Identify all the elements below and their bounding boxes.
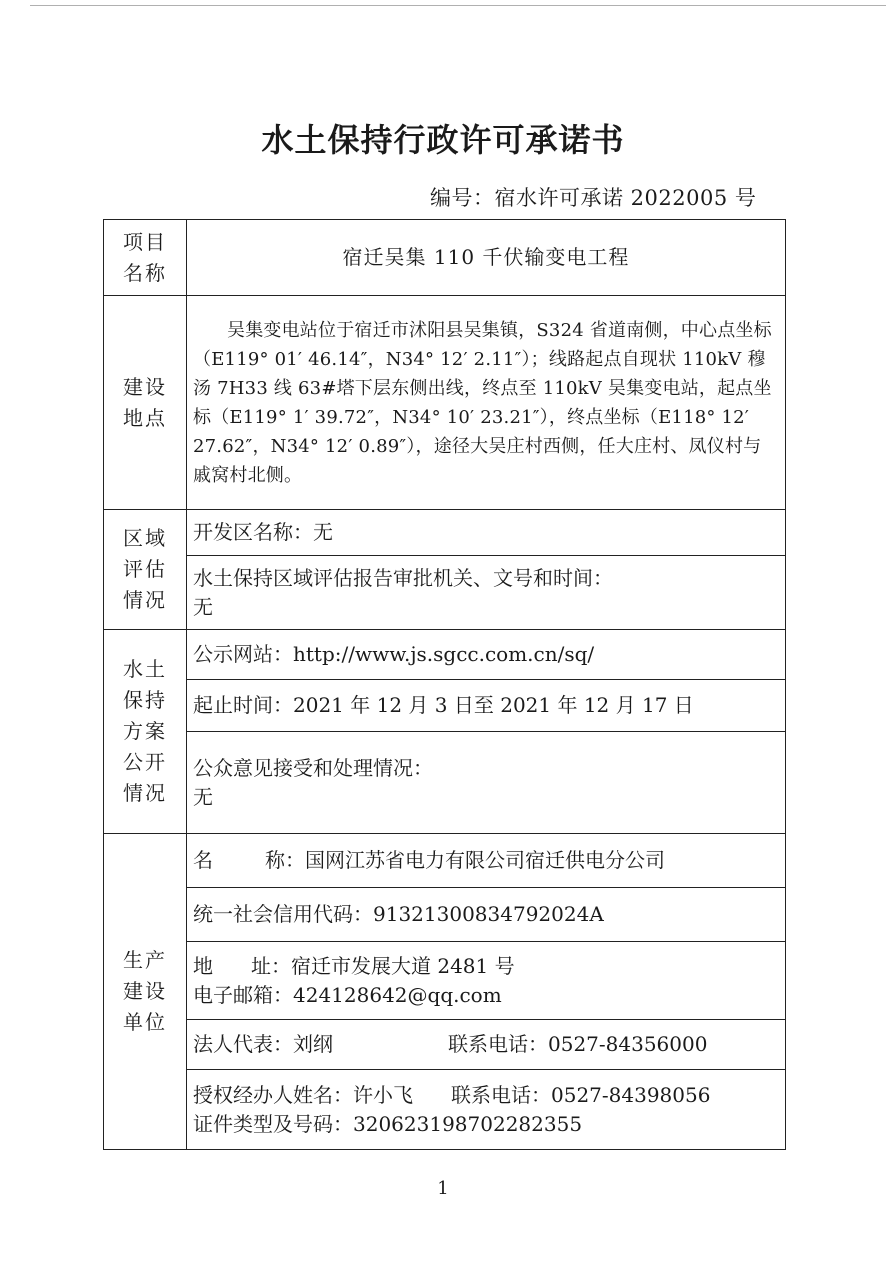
region-label-text: 区域 评估 情况: [123, 526, 167, 612]
disclosure-period: 起止时间：2021 年 12 月 3 日至 2021 年 12 月 17 日: [187, 680, 786, 732]
address-value: 宿迁市发展大道 2481 号: [291, 953, 515, 978]
opinion-label: 公众意见接受和处理情况：: [193, 755, 433, 780]
disclosure-label: [104, 630, 187, 834]
row-opinion: [104, 732, 786, 834]
credit-code: 统一社会信用代码：91321300834792024A: [187, 888, 786, 942]
unit-label-text: 生产 建设 单位: [123, 948, 167, 1034]
address-key-2: 址：: [251, 953, 291, 978]
agent-line: [193, 1081, 779, 1110]
address-cell: [187, 942, 786, 1020]
legal-rep: 法人代表：刘纲: [193, 1032, 333, 1056]
row-region-approval: [104, 556, 786, 630]
agent-id: 证件类型及号码：320623198702282355: [193, 1111, 583, 1136]
legal-phone: 联系电话：0527-84356000: [448, 1032, 708, 1056]
region-approval-cell: [187, 556, 786, 630]
location-text: 吴集变电站位于宿迁市沭阳县吴集镇，S324 省道南侧，中心点坐标（E119° 01′ 46.14″，N34° 12′ 2.11″）；线路起点自现状 110kV 穆汤 7H33 线 63#塔下层东侧出线，终点至 110kV 吴集变电站，起点坐标（E119° 1′ 39.72″，N34° 10′ 23.21″），终点坐标（E118° 12′ 27.62″，N34° 12′ 0.89″），途径大吴庄村西侧，任大庄村、凤仪村与戚窝村北侧。: [193, 319, 772, 486]
disclosure-label-text: 水土 保持 方案 公开 情况: [123, 657, 167, 805]
row-address: [104, 942, 786, 1020]
region-approval-label: 水土保持区域评估报告审批机关、文号和时间：: [193, 565, 613, 590]
region-label: [104, 510, 187, 630]
project-label: [104, 220, 187, 296]
project-name: 宿迁吴集 110 千伏输变电工程: [187, 220, 786, 296]
opinion-cell: [187, 732, 786, 834]
project-label-text: 项目 名称: [123, 229, 167, 285]
page-number: 1: [437, 1178, 449, 1199]
address: [193, 952, 779, 981]
unit-label: [104, 834, 187, 1150]
row-project: [104, 220, 786, 296]
row-unit-name: [104, 834, 786, 888]
location-label-text: 建设 地点: [123, 374, 167, 430]
email: 电子邮箱：424128642@qq.com: [193, 982, 502, 1007]
opinion-value: 无: [193, 784, 213, 809]
document-number: 编号：宿水许可承诺 2022005 号: [430, 186, 757, 210]
legal-rep-cell: [187, 1020, 786, 1070]
unit-name-key-2: 称：: [265, 848, 305, 872]
unit-name-key-1: 名: [193, 848, 213, 872]
agent-cell: [187, 1070, 786, 1150]
location-cell: [187, 296, 786, 510]
agent-phone: 联系电话：0527-84398056: [451, 1082, 711, 1107]
disclosure-website: 公示网站：http://www.js.sgcc.com.cn/sq/: [187, 630, 786, 680]
row-period: [104, 680, 786, 732]
location-label: [104, 296, 187, 510]
row-location: [104, 296, 786, 510]
row-legal-rep: [104, 1020, 786, 1070]
scan-top-edge: [30, 5, 886, 6]
row-dev-zone: [104, 510, 786, 556]
row-agent: [104, 1070, 786, 1150]
commitment-table: [103, 219, 786, 1150]
page-title: 水土保持行政许可承诺书: [261, 121, 625, 159]
dev-zone: 开发区名称：无: [187, 510, 786, 556]
row-website: [104, 630, 786, 680]
region-approval-value: 无: [193, 594, 213, 619]
row-credit-code: [104, 888, 786, 942]
agent-name: 授权经办人姓名：许小飞: [193, 1082, 413, 1107]
unit-name-value: 国网江苏省电力有限公司宿迁供电分公司: [305, 848, 665, 872]
address-key-1: 地: [193, 953, 213, 978]
unit-name: [187, 834, 786, 888]
